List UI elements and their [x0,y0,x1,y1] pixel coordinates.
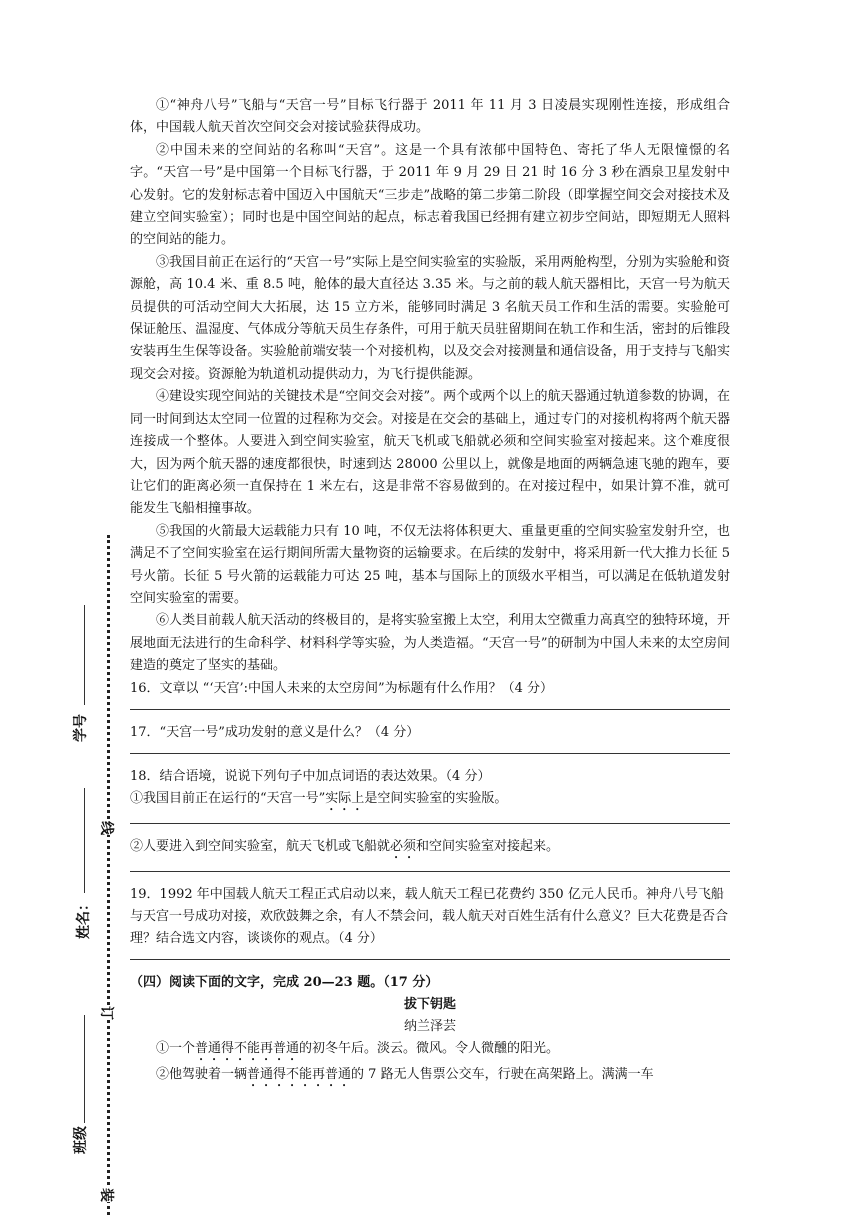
story-p1-dotted: 普通得不能再普通 [195,1040,300,1056]
answer-line-19[interactable] [130,959,730,960]
story-p1-text-end: 的初冬午后。淡云。微风。令人微醺的阳光。 [299,1040,560,1056]
binding-char-zhuang: 装 [97,1188,117,1202]
q18-1-text: ①我国目前正在运行的“天宫一号” [130,790,326,806]
paragraph-4: ④建设实现空间站的关键技术是“空间交会对接”。两个或两个以上的航天器通过轨道参数的协调，在同一时间到达太空同一位置的过程称为交会。对接是在交会的基础上，通过专门的对接机构将两个航天器连接成一个整体。人要进入到空间实验室，航天飞机或飞船就必须和空间实验室对接起来。这个难度很大，因为两个航天器的速度都很快，时速到达 28000 公里以上，就像是地面的两辆急速飞驰的跑车，要让它们的距离必须一直保持在 1 米左右，这是非常不容易做到的。在对接过程中，如果计算不准，就可能发生飞船相撞事故。 [130,389,730,517]
name-line[interactable] [84,788,85,893]
class-label: 班级 [73,1126,89,1154]
passage [130,95,730,678]
paragraph-5: ⑤我国的火箭最大运载能力只有 10 吨，不仅无法将体积更大、重量更重的空间实验室发射升空，也满足不了空间实验室在运行期间所需大量物资的运输要求。在后续的发射中，将采用新一代大推力长征 5 号火箭。长征 5 号火箭的运载能力可达 25 吨，基本与国际上的顶级水平相当，可以满足在低轨道发射空间实验室的需要。 [130,523,730,606]
story-p1-text: ①一个 [156,1040,196,1056]
question-16-text: 16．文章以 “‘天宫’:中国人未来的太空房间”为标题有什么作用？（4 分） [130,680,554,696]
section-4 [130,972,730,1090]
question-18-text: 18．结合语境，说说下列句子中加点词语的表达效果。（4 分） [130,768,491,784]
binding-char-xian: 线 [97,821,117,835]
question-18-sentence-2 [130,836,730,862]
story-p2-text: ②他驾驶着一辆 [156,1066,248,1082]
story-p2-dotted: 普通得不能再普通 [247,1066,352,1082]
section-4-heading: （四）阅读下面的文字，完成 20—23 题。（17 分） [130,974,439,990]
paragraph-3: ③我国目前正在运行的“天宫一号”实际上是空间实验室的实验版，采用两舱构型，分别为实验舱和资源舱，高 10.4 米、重 8.5 吨，舱体的最大直径达 3.35 米。与之前的载人航天器相比，天宫一号为航天员提供的可活动空间大大拓展，达 15 立方米，能够同时满足 3 名航天员工作和生活的需要。实验舱可保证舱压、温湿度、气体成分等航天员生存条件，可用于航天员驻留期间在轨工作和生活，密封的后锥段安装再生生保等设备。实验舱前端安装一个对接机构，以及交会对接测量和通信设备，用于支持与飞船实现交会对接。资源舱为轨道机动提供动力，为飞行提供能源。 [130,254,730,382]
answer-line-18-1[interactable] [130,823,730,824]
q18-2-text-end: 和空间实验室对接起来。 [416,838,560,854]
question-19-text: 19．1992 年中国载人航天工程正式启动以来，载人航天工程已花费约 350 亿元人民币。神舟八号飞船与天宫一号成功对接，欢欣鼓舞之余，有人不禁会问，载人航天对百姓生活有什么意义？巨大花费是否合理？结合选文内容，谈谈你的观点。（4 分） [130,886,729,946]
question-18 [130,766,730,872]
story-title: 拔下钥匙 [403,996,456,1012]
q18-2-text: ②人要进入到空间实验室，航天飞机或飞船就 [130,838,391,854]
story-paragraph-1 [130,1038,730,1064]
story-p2-text-end: 的 7 路无人售票公交车，行驶在高架路上。满满一车 [351,1066,654,1082]
paragraph-2: ②中国未来的空间站的名称叫“天宫”。这是一个具有浓郁中国特色、寄托了华人无限憧憬的名字。“天宫一号”是中国第一个目标飞行器，于 2011 年 9 月 29 日 21 时 16 分 3 秒在酒泉卫星发射中心发射。它的发射标志着中国迈入中国航天“三步走”战略的第二步第二阶段（即掌握空间交会对接技术及建立空间实验室）；同时也是中国空间站的起点，标志着我国已经拥有建立初步空间站，即短期无人照料的空间站的能力。 [130,142,730,248]
paragraph-6: ⑥人类目前载人航天活动的终极目的，是将实验室搬上太空，利用太空微重力高真空的独特环境，开展地面无法进行的生命科学、材料科学等实验，为人类造福。“天宫一号”的研制为中国人未来的太空房间建造的奠定了坚实的基础。 [130,613,730,674]
binding-char-ding: 订 [97,1006,117,1020]
answer-line-18-2[interactable] [130,871,730,872]
paragraph-1: ①“神舟八号”飞船与“天宫一号”目标飞行器于 2011 年 11 月 3 日凌晨实现刚性连接，形成组合体，中国载人航天首次空间交会对接试验获得成功。 [130,98,730,136]
document-body [130,95,730,1090]
answer-line-17[interactable] [130,753,730,754]
question-18-sentence-1 [130,788,730,814]
q18-1-text-end: 是空间实验室的实验版。 [364,790,508,806]
story-paragraph-2 [130,1064,730,1090]
binding-dotted-line [107,535,110,1215]
question-19 [130,884,730,960]
question-17-text: 17．“天宫一号”成功发射的意义是什么？（4 分） [130,724,420,740]
q18-2-dotted-word: 必须 [390,838,417,854]
answer-line-16[interactable] [130,709,730,710]
story-author: 纳兰泽芸 [403,1018,456,1034]
student-id-label: 学号 [73,714,89,742]
name-label: 姓名： [76,897,92,939]
question-16 [130,678,730,710]
question-17 [130,722,730,754]
student-id-line[interactable] [84,605,85,705]
q18-1-dotted-word: 实际上 [325,790,365,806]
class-line[interactable] [84,1015,85,1123]
